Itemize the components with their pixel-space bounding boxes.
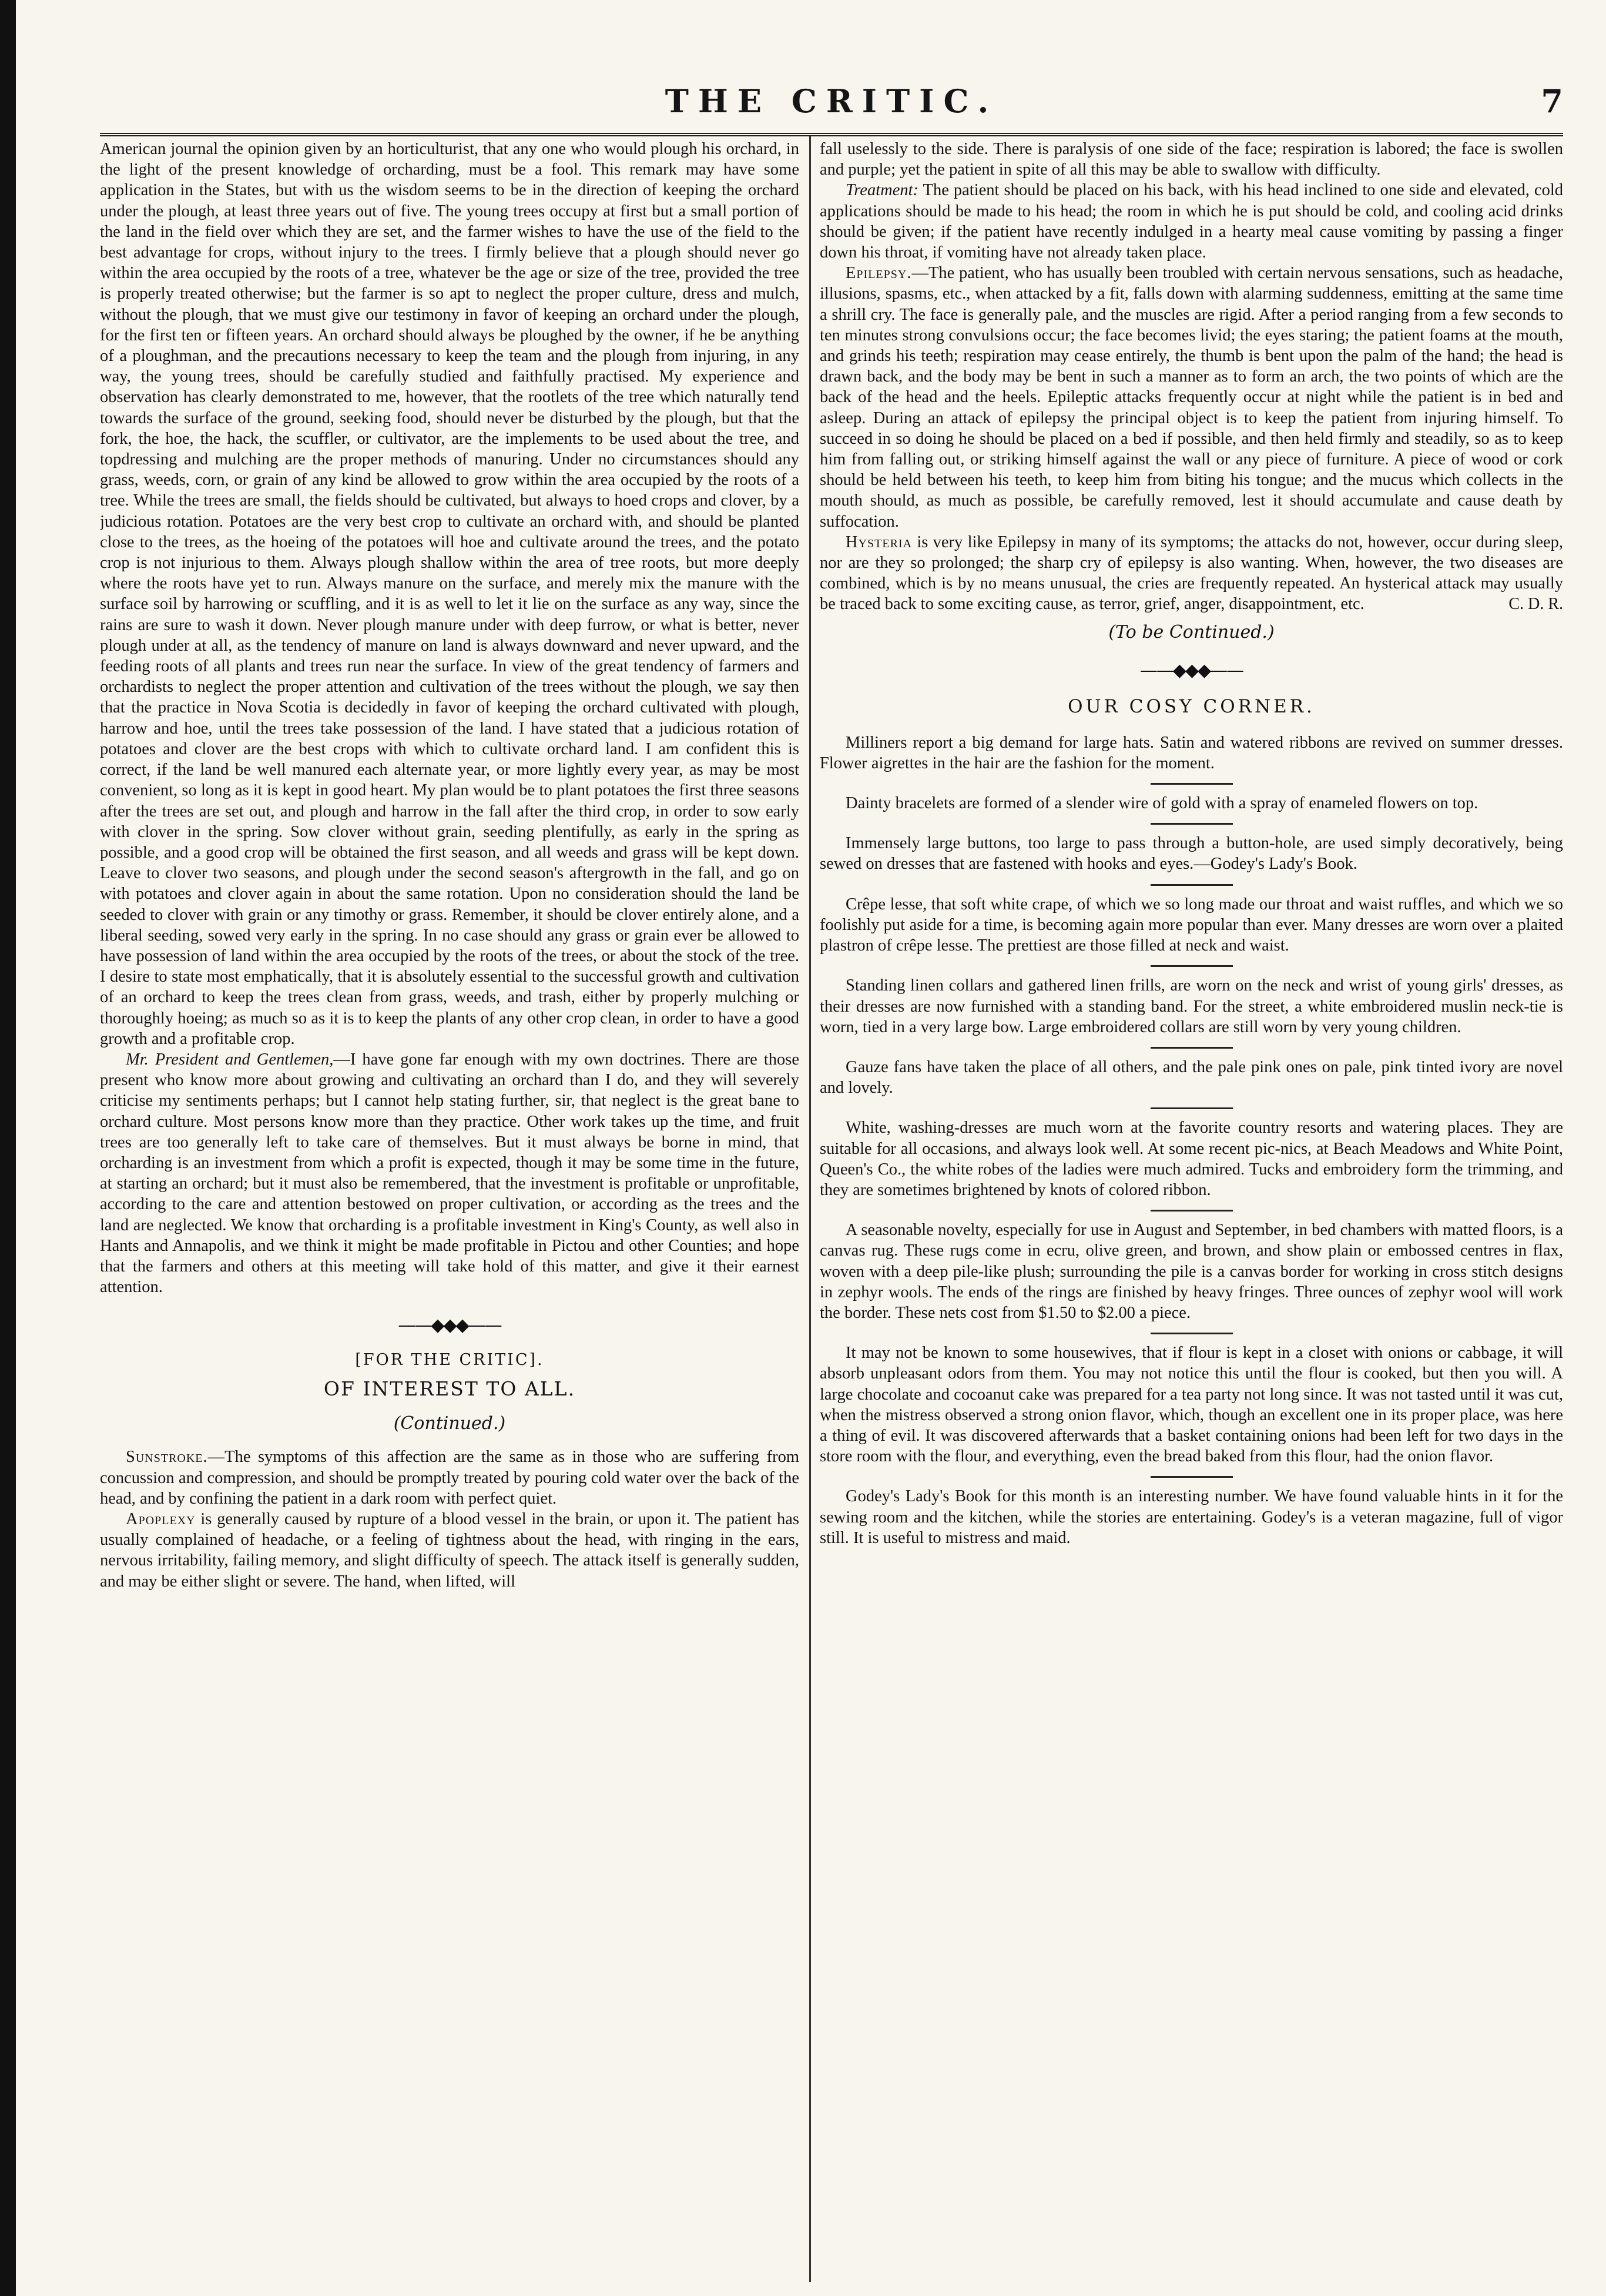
header-rule	[100, 133, 1563, 139]
masthead-title: THE CRITIC.	[665, 82, 998, 120]
left-edge-bar	[0, 0, 16, 2296]
epilepsy-paragraph	[820, 263, 1563, 532]
cosy-item: It may not be known to some housewives, that if flour is kept in a closet with onions or cabbage, it will absorb unpleasant odors from them. You may not notice this until the flour is cooked, but then you will. A large chocolate and cocoanut cake was prepared for a tea party not long since. It was not tasted until it was cut, when the mistress observed a strong onion flavor, which, though an excellent one in its proper place, was here a thing of evil. It was discovered afterwards that a basket containing onions had been left for two days in the store room with the flour, and everything, even the bread baked from this flour, had the onion flavor.	[820, 1344, 1563, 1466]
section-ornament: ——◆◆◆——	[1139, 660, 1243, 681]
treatment-text: The patient should be placed on his back, with his head inclined to one side and elevated, cold applications should be made to his head; the room in which he is put should be cold, and cooling acid drinks should be given; if the patient have recently indulged in a hearty meal cause vomiting by passing a finger down his throat, if vomiting have not already taken place.	[820, 181, 1563, 262]
apoplexy-text: is generally caused by rupture of a blood vessel in the brain, or upon it. The patient has usually complained of headache, or a feeling of tightness about the head, with ringing in the ears, nervous irritability, failing memory, and slight difficulty of speech. The attack itself is generally sudden, and may be either slight or severe. The hand, when lifted, will	[100, 1510, 799, 1591]
item-separator	[1151, 783, 1233, 785]
orchard-article-text: American journal the opinion given by an horticulturist, that any one who would plough his orchard, in the light of the present knowledge of orcharding, must be a fool. This remark may have some application in the States, but with us the wisdom seems to be in the direction of keeping the orchard under the plough, at least three years out of five. The young trees occupy at first but a small portion of the land in the field over which they are set, and the farmer wishes to have the use of the field to the best advantage for crops, without injury to the trees. I firmly believe that a plough should never go within the area occupied by the roots of a tree, whatever be the age or size of the tree, provided the tree is properly treated otherwise; but the farmer is so apt to neglect the proper culture, dress and mulch, without the plough, that we must give our testimony in favor of keeping an orchard under the plough, for the first ten or fifteen years. An orchard should always be ploughed by the owner, if he be anything of a ploughman, and the precautions necessary to keep the team and the plough from injuring, in any way, the young trees, should be carefully studied and faithfully practised. My experience and observation has clearly demonstrated to me, however, that the rootlets of the tree which naturally tend towards the surface of the ground, seeking food, should never be disturbed by the plough, but that the fork, the hoe, the hack, the scuffler, or cultivator, are the implements to be used about the tree, and topdressing and mulching are the proper methods of manuring. Under no circumstances should any grass, weeds, corn, or grain of any kind be allowed to grow within the area occupied by the roots of a tree. While the trees are small, the fields should be cultivated, but always to hoed crops and clover, by a judicious rotation. Potatoes are the very best crop to cultivate an orchard with, and should be planted close to the trees, as the hoeing of the potatoes will hoe and cultivate around the trees, and the potato crop is not injurious to them. Always plough shallow within the area of tree roots, but more deeply where the roots have yet to run. Always manure on the surface, and merely mix the manure with the surface soil by harrowing or scuffling, and it is as well to let it lie on the surface as any way, since the rains are sure to wash it down. Never plough manure under with deep furrow, or what is better, never plough under at all, as the tendency of manure on land is always downward and never upward, and the feeding roots of all plants and trees run near the surface. In view of the great tendency of farmers and orchardists to neglect the proper attention and cultivation of the trees without the plough, we say then that the practice in Nova Scotia is decidedly in favor of keeping the orchard cultivated with plough, harrow and hoe, until the trees take possession of the land. I have stated that a judicious rotation of potatoes and clover are the best crops with which to cultivate orchard land. I am confident this is correct, if the land be well manured each alternate year, or more lightly every year, as may be most convenient, so long as it is kept in good heart. My plan would be to plant potatoes the first three seasons after the trees are set out, and plough and harrow in the fall after the third crop, in order to sow early with clover in the spring. Sow clover without grain, seeding plentifully, as early in the spring as possible, and a good crop will be obtained the first season, and all weeds and grass will be kept down. Leave to clover two seasons, and plough under the second season's aftergrowth in the fall, and go on with potatoes and clover again in about the same rotation. Upon no consideration should the land be seeded to clover with grain or any timothy or grass. Remember, it should be clover entirely alone, and a liberal seeding, sowed very early in the spring. In no case should any grass or grain ever be allowed to have possession of land within the area occupied by the roots of the trees, or about the stock of the tree. I desire to state most emphatically, that it is absolutely essential to the successful growth and cultivation of an orchard to keep the trees clean from grass, weeds, and trash, either by properly mulching or thoroughly hoeing; as much so as it is to keep the plants of any other crop clean, in order to have a good growth and a profitable crop.	[100, 140, 799, 1048]
page-number: 7	[1541, 82, 1563, 120]
treatment-paragraph	[820, 180, 1563, 263]
cosy-item: Gauze fans have taken the place of all others, and the pale pink ones on pale, pink tinted ivory are novel and lovely.	[820, 1057, 1563, 1097]
epilepsy-text: —The patient, who has usually been troubled with certain nervous sensations, such as headache, illusions, spasms, etc., when attacked by a fit, falls down with alarming suddenness, emitting at the same time a shrill cry. The face is generally pale, and the muscles are rigid. After a period ranging from a few seconds to ten minutes strong convulsions occur; the face becomes livid; the eyes staring; the patient foams at the mouth, and grinds his teeth; respiration may cease entirely, the thumb is bent upon the palm of the hand; the head is drawn back, and the body may be bent in such a manner as to form an arch, the two points of which are the back of the head and the heels. Epileptic attacks frequently occur at night while the patient is in bed and asleep. During an attack of epilepsy the principal object is to keep the patient from injuring himself. To succeed in so doing he should be placed on a bed if possible, and then held firmly and steadily, so as to keep him from falling out, or striking himself against the wall or any piece of furniture. A piece of wood or cork should be held between his teeth, to keep him from biting his tongue; and the mucus which collects in the mouth should, as much as possible, be carefully removed, lest it should accumulate and cause death by suffocation.	[820, 264, 1563, 531]
item-separator	[1151, 884, 1233, 886]
item-separator	[1151, 1107, 1233, 1109]
author-signature: C. D. R.	[1508, 595, 1563, 614]
sunstroke-text: —The symptoms of this affection are the same as in those who are suffering from concussion and compression, and should be promptly treated by pouring cold water over the back of the head, and by confining the patient in a dark room with perfect quiet.	[100, 1448, 799, 1508]
item-separator	[1151, 1476, 1233, 1478]
column-divider	[809, 136, 811, 2282]
left-column	[100, 139, 799, 2284]
continued-label: (Continued.)	[393, 1413, 506, 1434]
cosy-item: Dainty bracelets are formed of a slender wire of gold with a spray of enameled flowers on top.	[846, 794, 1478, 813]
cosy-item: Standing linen collars and gathered linen frills, are worn on the neck and wrist of young girls' dresses, as their dresses are now furnished with a standing band. For the street, a white embroidered muslin neck-tie is worn, tied in a very large bow. Large embroidered collars are still worn by very young children.	[820, 976, 1563, 1036]
interest-heading: OF INTEREST TO ALL.	[323, 1377, 576, 1401]
hysteria-paragraph	[820, 532, 1563, 615]
right-column	[820, 139, 1563, 2284]
cosy-item: A seasonable novelty, especially for use in August and September, in bed chambers with matted floors, is a canvas rug. These rugs come in ecru, olive green, and brown, and show plain or embossed centres in flax, woven with a deep pile-like plush; surrounding the pile is a canvas border for working in cross stitch designs in zephyr wools. The ends of the rings are finished by heavy fringes. Three ounces of zephyr wool will work the border. These nets cost from $1.50 to $2.00 a piece.	[820, 1221, 1563, 1322]
hysteria-text: is very like Epilepsy in many of its symptoms; the attacks do not, however, occur during sleep, nor are they so prolonged; the sharp cry of epilepsy is also wanting. When, however, the two diseases are combined, which is by no means unusual, the cries are frequently repeated. An hysterical attack may usually be traced back to some exciting cause, as terror, grief, anger, disappointment, etc.	[820, 533, 1563, 614]
apoplexy-continued-text: fall uselessly to the side. There is paralysis of one side of the face; respiration is labored; the face is swollen and purple; yet the patient in spite of all this may be able to swallow with difficulty.	[820, 140, 1563, 179]
page-header	[100, 82, 1563, 123]
cosy-item: White, washing-dresses are much worn at the favorite country resorts and watering places. They are suitable for all occasions, and always look well. At some recent pic-nics, at Beach Meadows and White Point, Queen's Co., the white robes of the ladies were much admired. Tucks and embroidery form the trimming, and they are sometimes brightened by knots of colored ribbon.	[820, 1119, 1563, 1199]
item-separator	[1151, 823, 1233, 825]
epilepsy-lead: Epilepsy.	[846, 264, 912, 283]
item-separator	[1151, 965, 1233, 967]
item-separator	[1151, 1210, 1233, 1211]
president-lead: Mr. President and Gentlemen,	[126, 1050, 334, 1069]
treatment-lead: Treatment:	[846, 181, 919, 200]
cosy-item: Immensely large buttons, too large to pass through a button-hole, are used simply decoratively, being sewed on dresses that are fastened with hooks and eyes.—Godey's Lady's Book.	[820, 834, 1563, 873]
cosy-item: Godey's Lady's Book for this month is an interesting number. We have found valuable hints in it for the sewing room and the kitchen, while the stories are entertaining. Godey's is a veteran magazine, full of vigor still. It is useful to mistress and maid.	[820, 1487, 1563, 1547]
hysteria-lead: Hysteria	[846, 533, 913, 551]
section-ornament: ——◆◆◆——	[398, 1315, 501, 1336]
apoplexy-lead: Apoplexy	[126, 1510, 196, 1528]
sunstroke-lead: Sunstroke.	[126, 1448, 208, 1467]
cosy-item: Milliners report a big demand for large hats. Satin and watered ribbons are revived on summer dresses. Flower aigrettes in the hair are the fashion for the moment.	[820, 733, 1563, 772]
cosy-corner-heading: OUR COSY CORNER.	[1068, 695, 1315, 717]
apoplexy-paragraph	[100, 1509, 799, 1592]
president-text: —I have gone far enough with my own doctrines. There are those present who know more about growing and cultivating an orchard than I do, and they will severely criticise my sentiments perhaps; but I cannot help stating further, sir, that neglect is the great bane to orchard culture. Most persons know more than they practice. Other work takes up the time, and fruit trees are too generally left to take care of themselves. But it must always be borne in mind, that orcharding is an investment from which a profit is expected, though it may be some time in the future, at starting an orchard; but it must also be remembered, that the investment is profitable or unprofitable, according to the care and attention bestowed on proper cultivation, or according as the trees and the land are neglected. We know that orcharding is a profitable investment in King's County, as well also in Hants and Annapolis, and we think it might be made profitable in Pictou and other Counties; and hope that the farmers and others at this meeting will take hold of this matter, and give it their earnest attention.	[100, 1050, 799, 1297]
for-the-critic-label: [FOR THE CRITIC].	[355, 1351, 544, 1370]
item-separator	[1151, 1333, 1233, 1334]
to-be-continued-label: (To be Continued.)	[1108, 621, 1275, 642]
item-separator	[1151, 1047, 1233, 1049]
cosy-item: Crêpe lesse, that soft white crape, of which we so long made our throat and waist ruffles, and which we so foolishly put aside for a time, is becoming again more popular than ever. Many dresses are worn over a plaited plastron of crêpe lesse. The prettiest are those filled at neck and waist.	[820, 895, 1563, 955]
president-paragraph	[100, 1049, 799, 1297]
sunstroke-paragraph	[100, 1447, 799, 1509]
